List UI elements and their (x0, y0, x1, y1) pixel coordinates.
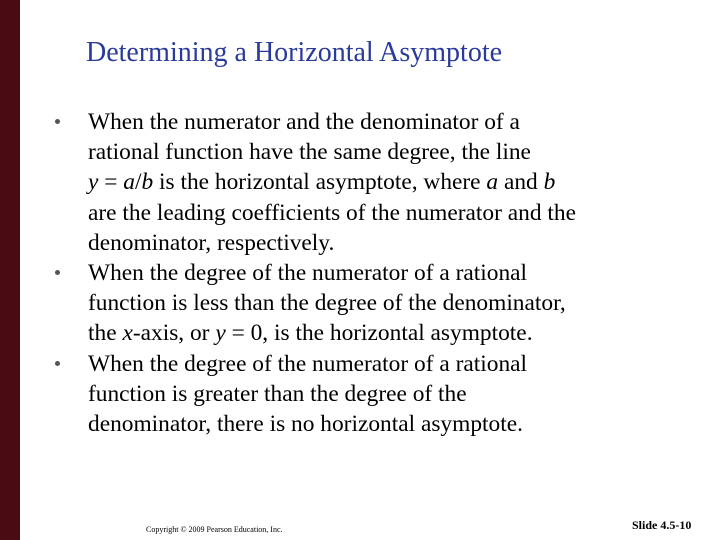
bullet-item (88, 107, 688, 258)
bullet-item (88, 258, 688, 349)
bullet-line: When the degree of the numerator of a rational (88, 350, 528, 377)
left-accent-bar (0, 0, 20, 540)
bullet-line: function is less than the degree of the denominator, (88, 290, 566, 317)
bullet-line: are the leading coefficients of the numerator and the (88, 199, 576, 226)
bullet-line: denominator, there is no horizontal asymptote. (88, 411, 523, 438)
bullet-item (88, 349, 688, 440)
bullet-line: function is greater than the degree of the (88, 380, 467, 407)
bullet-dot-icon (55, 361, 60, 366)
copyright-text: Copyright © 2009 Pearson Education, Inc. (146, 525, 283, 534)
bullet-list (88, 107, 688, 439)
bullet-dot-icon (55, 119, 60, 124)
bullet-line: rational function have the same degree, the line (88, 139, 531, 166)
bullet-dot-icon (55, 270, 60, 275)
slide-title: Determining a Horizontal Asymptote (86, 37, 503, 68)
bullet-line: denominator, respectively. (88, 229, 335, 256)
bullet-line: When the degree of the numerator of a rational (88, 260, 528, 287)
bullet-line: When the numerator and the denominator of a (88, 109, 520, 135)
bullet-line: the x-axis, or y = 0, is the horizontal asymptote. (88, 320, 533, 347)
slide-number: Slide 4.5-10 (632, 518, 692, 532)
bullet-line: y = a/b is the horizontal asymptote, where a and b (88, 169, 556, 196)
